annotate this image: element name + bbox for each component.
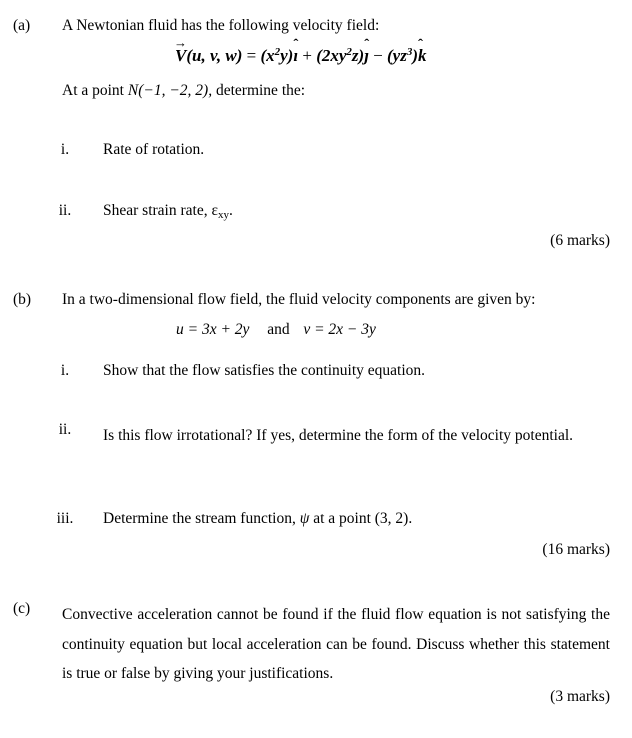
part-b-marks: (16 marks)	[542, 541, 610, 558]
a-item-2-text: Shear strain rate, εxy.	[103, 202, 233, 221]
unit-vector-j: ˆ ȷ	[364, 46, 369, 66]
part-c-label: (c)	[13, 600, 31, 617]
eq-u: u = 3x + 2y	[176, 321, 250, 338]
part-b-intro: In a two-dimensional flow field, the fluid velocity components are given by:	[62, 291, 536, 308]
a-item-2-num: ii.	[58, 202, 72, 219]
b-item-3-num: iii.	[56, 510, 74, 527]
a-item-1-num: i.	[60, 141, 70, 158]
plus-sign: +	[302, 46, 312, 65]
part-b-label: (b)	[13, 291, 32, 308]
point-n: N(−1, −2, 2),	[127, 82, 213, 99]
a-item-1-text: Rate of rotation.	[103, 141, 205, 158]
velocity-components-equation	[176, 321, 376, 339]
equals-sign: =	[246, 46, 257, 65]
velocity-field-equation	[175, 46, 427, 66]
velocity-vector-symbol: → V	[175, 46, 186, 66]
eq-v: v = 2x − 3y	[303, 321, 376, 338]
term-2: $(2xy^2z)ˆ$ ȷ	[316, 46, 369, 65]
part-a-label: (a)	[13, 17, 31, 34]
term-1: $(x^2y)ˆ$ ı	[260, 46, 298, 65]
part-c-text: Convective acceleration cannot be found if the fluid flow equation is not satisfying the continuity equation but local acceleration can be found. Discuss whether this statement is true or false by giving your justifications.	[62, 606, 610, 682]
b-item-1-num: i.	[60, 362, 70, 379]
unit-vector-k: ˆ k	[418, 46, 427, 66]
part-c-marks: (3 marks)	[550, 688, 610, 705]
part-a-marks: (6 marks)	[550, 232, 610, 249]
term-3: $(yz^3)ˆ$ k	[387, 46, 427, 65]
minus-sign: −	[373, 46, 383, 65]
b-item-3-text: Determine the stream function, ψ at a point (3, 2).	[103, 510, 413, 527]
b-item-2-num: ii.	[58, 421, 72, 438]
psi-symbol: ψ	[299, 510, 310, 527]
eq-and: and	[267, 321, 290, 338]
velocity-args: (u, v, w)	[186, 46, 243, 65]
b-item-1-text: Show that the flow satisfies the continuity equation.	[103, 362, 426, 379]
unit-vector-i: ˆ ı	[293, 46, 298, 66]
b-item-2-text: Is this flow irrotational? If yes, determine the form of the velocity potential.	[103, 427, 574, 444]
point-line: At a point N(−1, −2, 2), determine the:	[62, 82, 306, 99]
part-a-intro: A Newtonian fluid has the following velocity field:	[62, 17, 380, 34]
